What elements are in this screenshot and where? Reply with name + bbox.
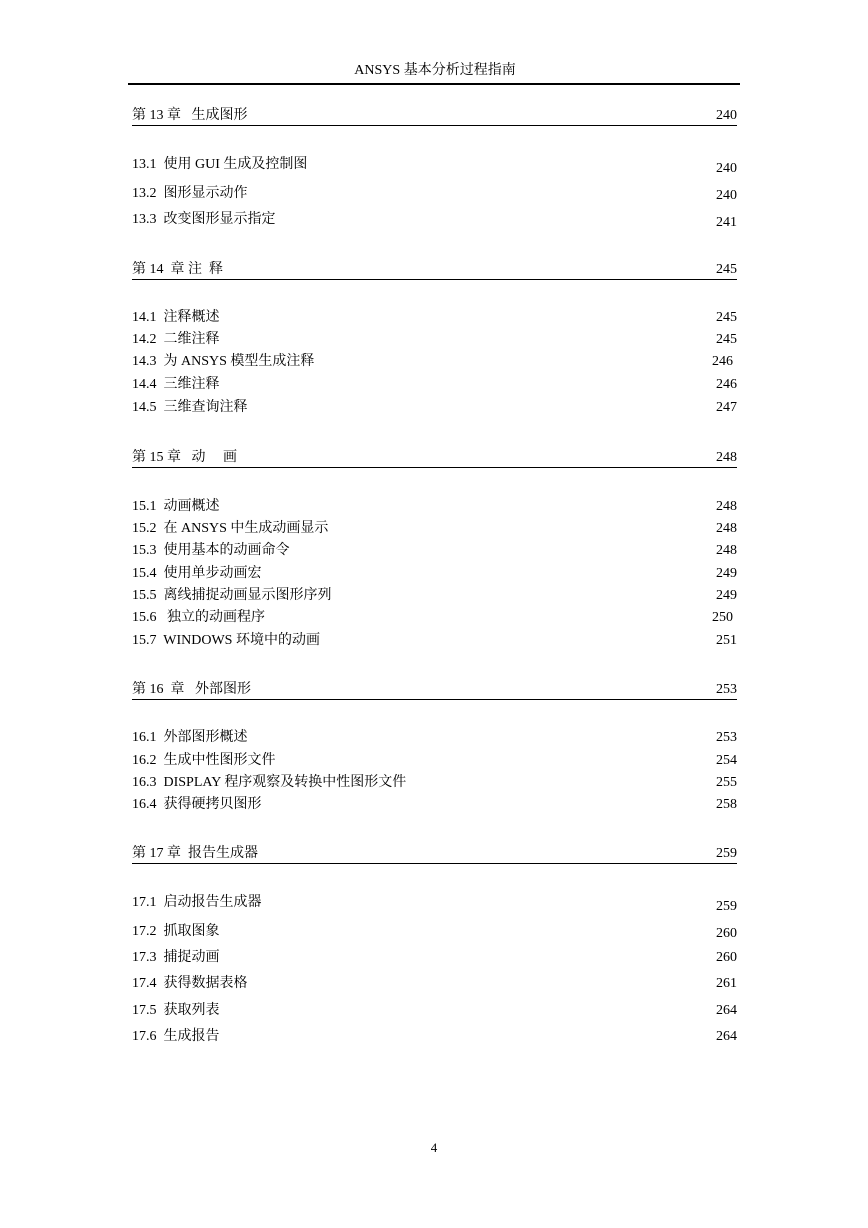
entry-title: 15.7 WINDOWS 环境中的动画 bbox=[132, 633, 320, 648]
entry-title: 14.1 注释概述 bbox=[132, 310, 220, 325]
toc-chapter-16[interactable] bbox=[132, 681, 737, 700]
entry-page: 246 bbox=[716, 377, 737, 392]
toc-entry-15-7[interactable] bbox=[132, 632, 737, 650]
entry-title: 13.2 图形显示动作 bbox=[132, 186, 248, 201]
chapter-title: 第 15 章 动 画 bbox=[132, 450, 237, 465]
entry-title: 14.2 二维注释 bbox=[132, 332, 220, 347]
entry-page: 241 bbox=[716, 215, 737, 230]
toc-entry-15-4[interactable] bbox=[132, 565, 737, 583]
entry-page: 254 bbox=[716, 753, 737, 768]
entry-title: 17.6 生成报告 bbox=[132, 1029, 220, 1044]
entry-title: 15.5 离线捕捉动画显示图形序列 bbox=[132, 588, 332, 603]
toc-entry-13-3[interactable] bbox=[132, 211, 737, 229]
entry-title: 13.1 使用 GUI 生成及控制图 bbox=[132, 157, 308, 172]
entry-title: 17.1 启动报告生成器 bbox=[132, 895, 262, 910]
entry-title: 17.2 抓取图象 bbox=[132, 924, 220, 939]
toc-entry-17-1[interactable] bbox=[132, 894, 737, 912]
entry-title: 14.3 为 ANSYS 模型生成注释 bbox=[132, 354, 315, 369]
entry-title: 15.2 在 ANSYS 中生成动画显示 bbox=[132, 521, 329, 536]
chapter-page: 248 bbox=[716, 450, 737, 465]
entry-page: 255 bbox=[716, 775, 737, 790]
entry-title: 16.1 外部图形概述 bbox=[132, 730, 248, 745]
entry-page: 260 bbox=[716, 950, 737, 965]
entry-page: 259 bbox=[716, 899, 737, 914]
toc-entry-14-5[interactable] bbox=[132, 399, 737, 417]
toc-entry-14-1[interactable] bbox=[132, 309, 737, 327]
entry-title: 15.1 动画概述 bbox=[132, 499, 220, 514]
entry-page: 248 bbox=[716, 543, 737, 558]
toc-entry-15-5[interactable] bbox=[132, 587, 737, 605]
toc-entry-15-6[interactable] bbox=[132, 609, 737, 627]
entry-title: 13.3 改变图形显示指定 bbox=[132, 212, 276, 227]
toc-entry-15-2[interactable] bbox=[132, 520, 737, 538]
entry-page: 247 bbox=[716, 400, 737, 415]
toc-entry-17-2[interactable] bbox=[132, 923, 737, 941]
chapter-page: 253 bbox=[716, 682, 737, 697]
entry-title: 17.4 获得数据表格 bbox=[132, 976, 248, 991]
entry-page: 240 bbox=[716, 161, 737, 176]
entry-page: 248 bbox=[716, 499, 737, 514]
toc-entry-16-4[interactable] bbox=[132, 796, 737, 814]
toc-chapter-15[interactable] bbox=[132, 449, 737, 468]
chapter-title: 第 14 章 注 释 bbox=[132, 262, 223, 277]
entry-page: 246 bbox=[712, 354, 733, 369]
entry-page: 249 bbox=[716, 588, 737, 603]
entry-page: 240 bbox=[716, 188, 737, 203]
chapter-title: 第 13 章 生成图形 bbox=[132, 108, 248, 123]
entry-page: 250 bbox=[712, 610, 733, 625]
entry-page: 264 bbox=[716, 1003, 737, 1018]
toc-entry-17-4[interactable] bbox=[132, 975, 737, 993]
entry-title: 16.4 获得硬拷贝图形 bbox=[132, 797, 262, 812]
toc-entry-17-5[interactable] bbox=[132, 1002, 737, 1020]
page-header: ANSYS 基本分析过程指南 bbox=[354, 63, 516, 78]
toc-entry-15-3[interactable] bbox=[132, 542, 737, 560]
toc-chapter-17[interactable] bbox=[132, 845, 737, 864]
entry-title: 14.5 三维查询注释 bbox=[132, 400, 248, 415]
entry-title: 17.3 捕捉动画 bbox=[132, 950, 220, 965]
entry-title: 15.4 使用单步动画宏 bbox=[132, 566, 262, 581]
chapter-title: 第 17 章 报告生成器 bbox=[132, 846, 258, 861]
page-number: 4 bbox=[430, 1140, 438, 1155]
toc-entry-16-2[interactable] bbox=[132, 752, 737, 770]
entry-title: 15.6 独立的动画程序 bbox=[132, 610, 265, 625]
entry-page: 249 bbox=[716, 566, 737, 581]
entry-page: 261 bbox=[716, 976, 737, 991]
entry-title: 17.5 获取列表 bbox=[132, 1003, 220, 1018]
entry-page: 245 bbox=[716, 310, 737, 325]
entry-page: 258 bbox=[716, 797, 737, 812]
toc-entry-16-1[interactable] bbox=[132, 729, 737, 747]
entry-page: 251 bbox=[716, 633, 737, 648]
entry-title: 16.2 生成中性图形文件 bbox=[132, 753, 276, 768]
toc-chapter-14[interactable] bbox=[132, 261, 737, 280]
chapter-page: 259 bbox=[716, 846, 737, 861]
entry-title: 16.3 DISPLAY 程序观察及转换中性图形文件 bbox=[132, 775, 407, 790]
entry-page: 248 bbox=[716, 521, 737, 536]
toc-entry-15-1[interactable] bbox=[132, 498, 737, 516]
toc-entry-14-2[interactable] bbox=[132, 331, 737, 349]
toc-entry-17-3[interactable] bbox=[132, 949, 737, 967]
toc-entry-16-3[interactable] bbox=[132, 774, 737, 792]
entry-page: 253 bbox=[716, 730, 737, 745]
entry-title: 14.4 三维注释 bbox=[132, 377, 220, 392]
chapter-page: 240 bbox=[716, 108, 737, 123]
toc-entry-14-4[interactable] bbox=[132, 376, 737, 394]
toc-entry-13-2[interactable] bbox=[132, 185, 737, 203]
chapter-title: 第 16 章 外部图形 bbox=[132, 682, 251, 697]
header-rule bbox=[128, 83, 740, 85]
toc-entry-13-1[interactable] bbox=[132, 156, 737, 174]
entry-page: 245 bbox=[716, 332, 737, 347]
entry-title: 15.3 使用基本的动画命令 bbox=[132, 543, 290, 558]
toc-entry-17-6[interactable] bbox=[132, 1028, 737, 1046]
toc-chapter-13[interactable] bbox=[132, 107, 737, 126]
entry-page: 264 bbox=[716, 1029, 737, 1044]
entry-page: 260 bbox=[716, 926, 737, 941]
chapter-page: 245 bbox=[716, 262, 737, 277]
toc-entry-14-3[interactable] bbox=[132, 353, 737, 371]
